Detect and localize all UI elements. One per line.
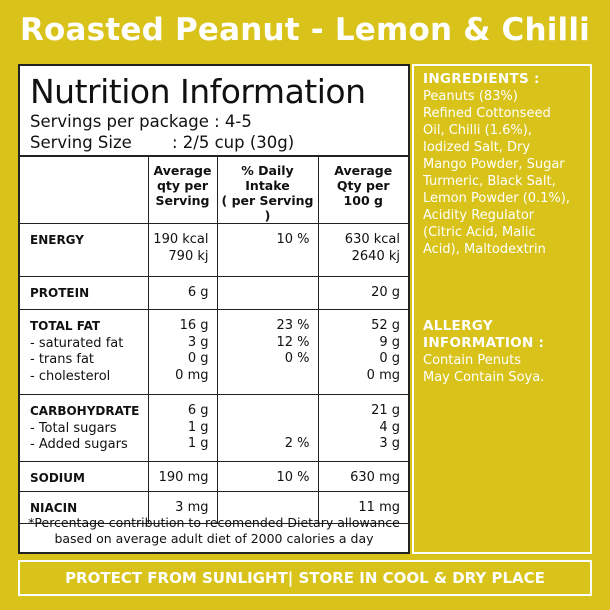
ingredients-text: Peanuts (83%) Refined Cottonseed Oil, Chilli (1.6%), Iodized Salt, Dry Mango Powder, Sugar Turmeric, Black Salt, Lemon Powder (0.1%), Acidity Regulator (Citric Acid, Malic Acid), Maltodextrin — [423, 89, 570, 257]
protein-serving: 6 g — [148, 277, 217, 310]
serving-size — [30, 133, 295, 152]
energy-label: ENERGY — [20, 224, 148, 277]
energy-serving: 190 kcal 790 kj — [148, 224, 217, 277]
sodium-serving: 190 mg — [148, 462, 217, 492]
niacin-label: NIACIN — [20, 492, 148, 524]
fat-per100: 52 g 9 g 0 g 0 mg — [318, 310, 408, 395]
table-row — [20, 277, 408, 310]
header-daily-intake: % Daily Intake ( per Serving ) — [217, 156, 318, 224]
allergy-info — [423, 318, 544, 386]
nutrition-table — [20, 155, 408, 524]
ingredients-heading: INGREDIENTS : — [423, 71, 540, 87]
niacin-per100: 11 mg — [318, 492, 408, 524]
sodium-label: SODIUM — [20, 462, 148, 492]
ingredients-panel — [412, 64, 592, 554]
protein-label: PROTEIN — [20, 277, 148, 310]
sodium-per100: 630 mg — [318, 462, 408, 492]
allergy-heading-2: INFORMATION : — [423, 335, 545, 351]
table-row — [20, 395, 408, 462]
fat-daily: 23 % 12 % 0 % — [217, 310, 318, 395]
allergy-line-2: May Contain Soya. — [423, 370, 545, 385]
allergy-line-1: Contain Penuts — [423, 353, 522, 368]
storage-instructions: PROTECT FROM SUNLIGHT| STORE IN COOL & DRY PLACE — [18, 560, 592, 596]
energy-daily: 10 % — [217, 224, 318, 277]
sodium-daily: 10 % — [217, 462, 318, 492]
table-header-row — [20, 156, 408, 224]
nutrition-heading: Nutrition Information — [30, 72, 366, 111]
serving-size-label: Serving Size — [30, 133, 132, 152]
fat-serving: 16 g 3 g 0 g 0 mg — [148, 310, 217, 395]
header-blank — [20, 156, 148, 224]
carb-per100: 21 g 4 g 3 g — [318, 395, 408, 462]
energy-per100: 630 kcal 2640 kj — [318, 224, 408, 277]
footnote: *Percentage contribution to recomended Dietary allowance based on average adult diet of 2000 calories a day — [28, 515, 400, 546]
servings-per-package: Servings per package : 4-5 — [30, 112, 252, 131]
allergy-heading: ALLERGY — [423, 318, 493, 334]
carb-daily: 2 % — [217, 395, 318, 462]
carb-serving: 6 g 1 g 1 g — [148, 395, 217, 462]
fat-labels: TOTAL FAT - saturated fat - trans fat - cholesterol — [20, 310, 148, 395]
carb-labels: CARBOHYDRATE - Total sugars - Added sugars — [20, 395, 148, 462]
serving-size-value: : 2/5 cup (30g) — [172, 133, 295, 152]
product-title: Roasted Peanut - Lemon & Chilli — [19, 12, 591, 48]
table-row — [20, 224, 408, 277]
header-per-100g: Average Qty per 100 g — [318, 156, 408, 224]
niacin-serving: 3 mg — [148, 492, 217, 524]
table-row — [20, 310, 408, 395]
nutrition-panel — [18, 64, 410, 554]
protein-per100: 20 g — [318, 277, 408, 310]
header-avg-serving: Average qty per Serving — [148, 156, 217, 224]
table-row — [20, 462, 408, 492]
protein-daily — [217, 277, 318, 310]
